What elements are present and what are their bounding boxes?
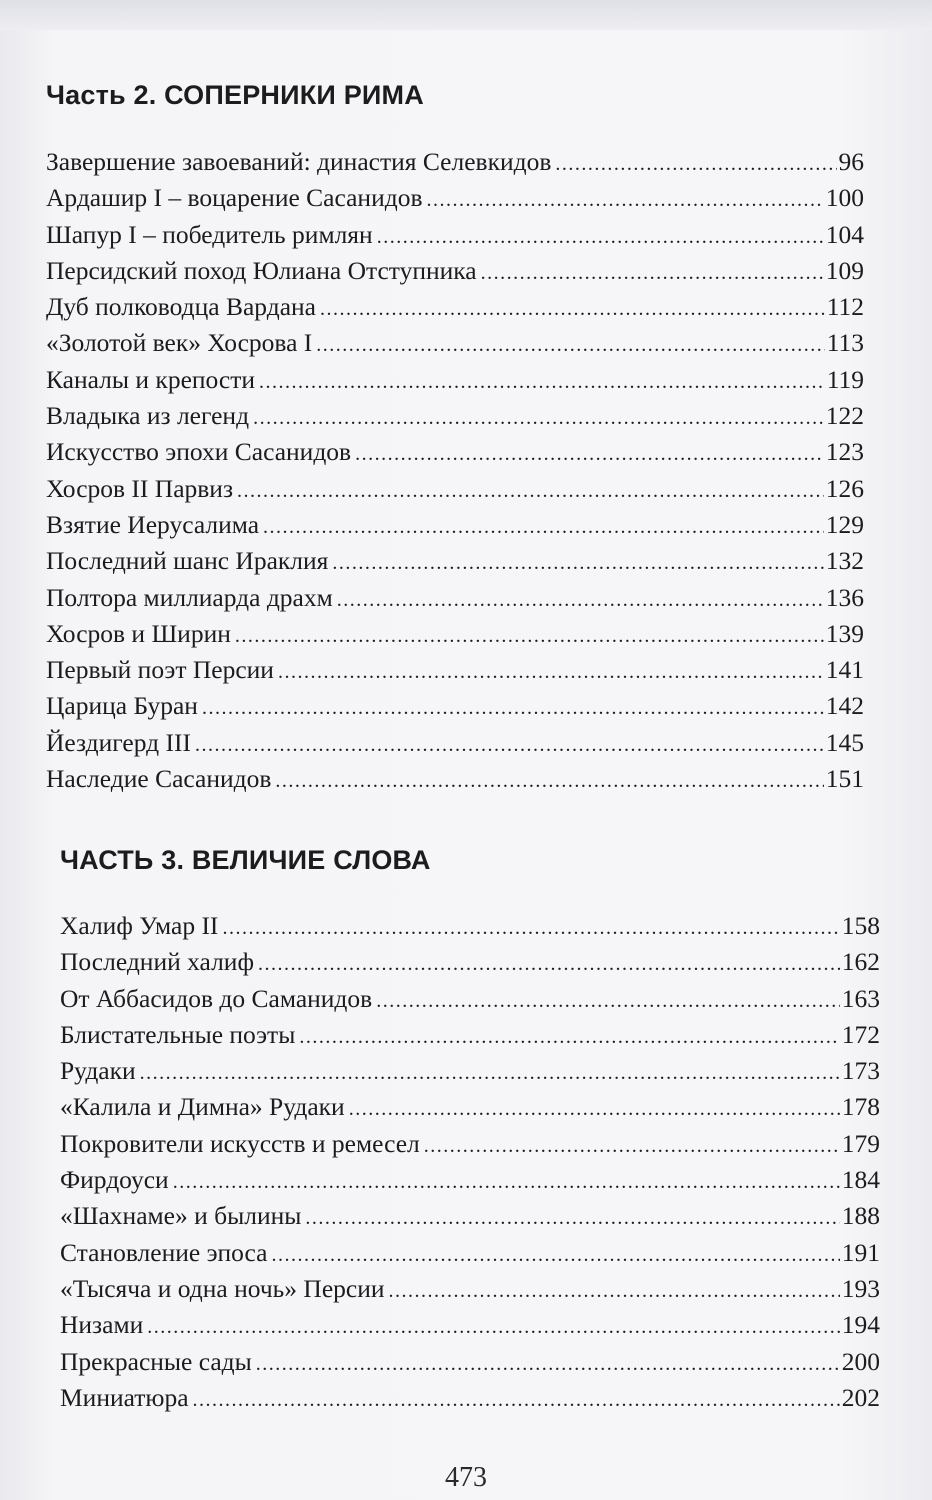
toc-dot-leader	[259, 371, 825, 394]
toc-entry	[46, 583, 864, 619]
toc-entry-title: Шапур I – победитель римлян	[46, 219, 373, 249]
toc-entry	[60, 1020, 880, 1056]
toc-entry-page: 158	[841, 911, 880, 940]
toc-entry	[60, 911, 880, 947]
toc-entry	[60, 1056, 880, 1092]
toc-entry-title: Фирдоуси	[60, 1165, 169, 1195]
toc-entry-page: 112	[826, 292, 864, 322]
toc-entry-page: 141	[825, 655, 864, 685]
toc-dot-leader	[299, 1026, 839, 1049]
toc-entry-page: 136	[825, 582, 864, 612]
toc-dot-leader	[222, 917, 839, 940]
toc-entry	[60, 1165, 880, 1201]
toc-entry	[46, 764, 864, 800]
toc-entry-title: Полтора миллиарда драхм	[46, 582, 333, 612]
toc-entry-title: Владыка из легенд	[46, 401, 250, 431]
toc-entry-title: Персидский поход Юлиана Отступника	[46, 255, 477, 285]
toc-entry	[60, 1129, 880, 1165]
toc-entry	[46, 728, 864, 764]
toc-entry-page: 162	[841, 947, 880, 977]
toc-entry	[60, 1201, 880, 1237]
toc-entry-title: Ардашир I – воцарение Сасанидов	[46, 183, 423, 213]
toc-dot-leader	[147, 1316, 840, 1339]
toc-entry	[60, 1092, 880, 1128]
toc-entry	[60, 1383, 880, 1419]
toc-dot-leader	[481, 262, 824, 285]
toc-entry	[46, 546, 864, 582]
toc-entry	[46, 619, 864, 655]
toc-dot-leader	[173, 1171, 840, 1194]
toc-entry-title: Искусство эпохи Сасанидов	[46, 437, 352, 467]
toc-dot-leader	[193, 1389, 840, 1412]
toc-entry-title: Хосров и Ширин	[46, 618, 231, 648]
part-3-heading: ЧАСТЬ 3. ВЕЛИЧИЕ СЛОВА	[60, 845, 431, 875]
toc-dot-leader	[427, 189, 824, 212]
toc-entry	[60, 947, 880, 983]
toc-entry-page: 109	[825, 255, 864, 285]
toc-entry-page: 179	[841, 1128, 880, 1158]
toc-entry-title: Халиф Умар II	[60, 911, 219, 940]
toc-entry-page: 113	[826, 328, 864, 358]
toc-entry-page: 191	[841, 1237, 880, 1267]
toc-entry	[46, 183, 864, 219]
toc-entry-title: «Шахнаме» и былины	[60, 1201, 302, 1231]
toc-entry-title: «Калила и Димна» Рудаки	[60, 1092, 345, 1122]
toc-entry-page: 132	[825, 546, 864, 576]
toc-dot-leader	[140, 1062, 840, 1085]
toc-entry-title: От Аббасидов до Саманидов	[60, 983, 373, 1013]
part-2-toc-list	[46, 147, 864, 800]
toc-entry	[46, 437, 864, 473]
toc-entry-title: Царица Буран	[46, 691, 198, 721]
toc-dot-leader	[389, 1280, 840, 1303]
toc-entry-page: 163	[841, 983, 880, 1013]
toc-dot-leader	[377, 226, 824, 249]
toc-entry-title: Наследие Сасанидов	[46, 764, 272, 794]
toc-entry-title: Хосров II Парвиз	[46, 473, 234, 503]
toc-entry-title: Первый поэт Персии	[46, 655, 274, 685]
toc-entry-title: Завершение завоеваний: династия Селевкидов	[46, 147, 552, 176]
toc-dot-leader	[272, 1244, 840, 1267]
toc-entry-title: Последний шанс Ираклия	[46, 546, 329, 576]
toc-dot-leader	[337, 589, 824, 612]
toc-entry-title: «Золотой век» Хосрова I	[46, 328, 313, 358]
toc-dot-leader	[355, 443, 824, 466]
toc-dot-leader	[258, 953, 840, 976]
toc-entry	[60, 1274, 880, 1310]
part-2-heading: Часть 2. СОПЕРНИКИ РИМА	[46, 80, 424, 110]
toc-dot-leader	[555, 153, 836, 176]
toc-entry	[46, 474, 864, 510]
toc-entry-page: 139	[825, 618, 864, 648]
toc-dot-leader	[332, 552, 823, 575]
toc-entry	[46, 256, 864, 292]
toc-entry-title: Прекрасные сады	[60, 1346, 252, 1376]
toc-entry-page: 145	[825, 727, 864, 757]
toc-dot-leader	[256, 1353, 840, 1376]
toc-entry-page: 194	[841, 1310, 880, 1340]
toc-entry-page: 126	[825, 473, 864, 503]
part-3-toc-list	[60, 911, 880, 1419]
page-number: 473	[445, 1462, 487, 1493]
toc-entry-page: 123	[825, 437, 864, 467]
toc-dot-leader	[275, 770, 823, 793]
toc-entry-title: Последний халиф	[60, 947, 254, 977]
toc-entry-page: 100	[825, 183, 864, 213]
toc-entry-page: 173	[841, 1056, 880, 1086]
toc-dot-leader	[316, 334, 824, 357]
toc-dot-leader	[349, 1098, 840, 1121]
toc-dot-leader	[235, 625, 824, 648]
toc-entry-title: Покровители искусств и ремесел	[60, 1128, 420, 1158]
toc-dot-leader	[424, 1135, 840, 1158]
toc-entry-page: 122	[825, 401, 864, 431]
toc-entry-title: Становление эпоса	[60, 1237, 268, 1267]
toc-entry	[46, 147, 864, 183]
toc-entry-page: 129	[825, 509, 864, 539]
toc-entry-title: Йездигерд III	[46, 727, 191, 757]
toc-entry-page: 96	[838, 147, 864, 176]
toc-entry-title: Миниатюра	[60, 1382, 189, 1412]
toc-entry	[46, 220, 864, 256]
toc-entry-page: 184	[841, 1165, 880, 1195]
toc-dot-leader	[305, 1207, 839, 1230]
toc-entry	[60, 1238, 880, 1274]
toc-dot-leader	[202, 697, 824, 720]
toc-entry-page: 142	[825, 691, 864, 721]
toc-dot-leader	[263, 516, 824, 539]
toc-entry	[46, 401, 864, 437]
toc-dot-leader	[237, 480, 824, 503]
toc-entry	[46, 292, 864, 328]
toc-entry	[60, 984, 880, 1020]
toc-entry	[60, 1347, 880, 1383]
toc-entry-page: 178	[841, 1092, 880, 1122]
toc-dot-leader	[376, 990, 840, 1013]
toc-entry	[46, 510, 864, 546]
toc-entry	[46, 691, 864, 727]
toc-entry	[46, 655, 864, 691]
toc-entry-page: 151	[825, 764, 864, 794]
toc-entry-title: Каналы и крепости	[46, 364, 256, 394]
toc-entry-title: Низами	[60, 1310, 144, 1340]
toc-entry-title: «Тысяча и одна ночь» Персии	[60, 1273, 385, 1303]
toc-entry-page: 202	[841, 1382, 880, 1412]
toc-dot-leader	[195, 734, 824, 757]
toc-entry	[46, 365, 864, 401]
toc-dot-leader	[320, 298, 825, 321]
toc-entry-title: Рудаки	[60, 1056, 136, 1086]
toc-entry-title: Дуб полководца Вардана	[46, 292, 316, 322]
toc-entry-page: 172	[841, 1019, 880, 1049]
toc-entry-page: 104	[825, 219, 864, 249]
toc-entry	[60, 1310, 880, 1346]
toc-entry-title: Взятие Иерусалима	[46, 509, 260, 539]
toc-entry-page: 119	[826, 364, 864, 394]
toc-entry-title: Блистательные поэты	[60, 1019, 296, 1049]
toc-entry	[46, 328, 864, 364]
toc-dot-leader	[278, 661, 824, 684]
toc-entry-page: 188	[841, 1201, 880, 1231]
toc-entry-page: 200	[841, 1346, 880, 1376]
toc-entry-page: 193	[841, 1273, 880, 1303]
toc-dot-leader	[253, 407, 824, 430]
